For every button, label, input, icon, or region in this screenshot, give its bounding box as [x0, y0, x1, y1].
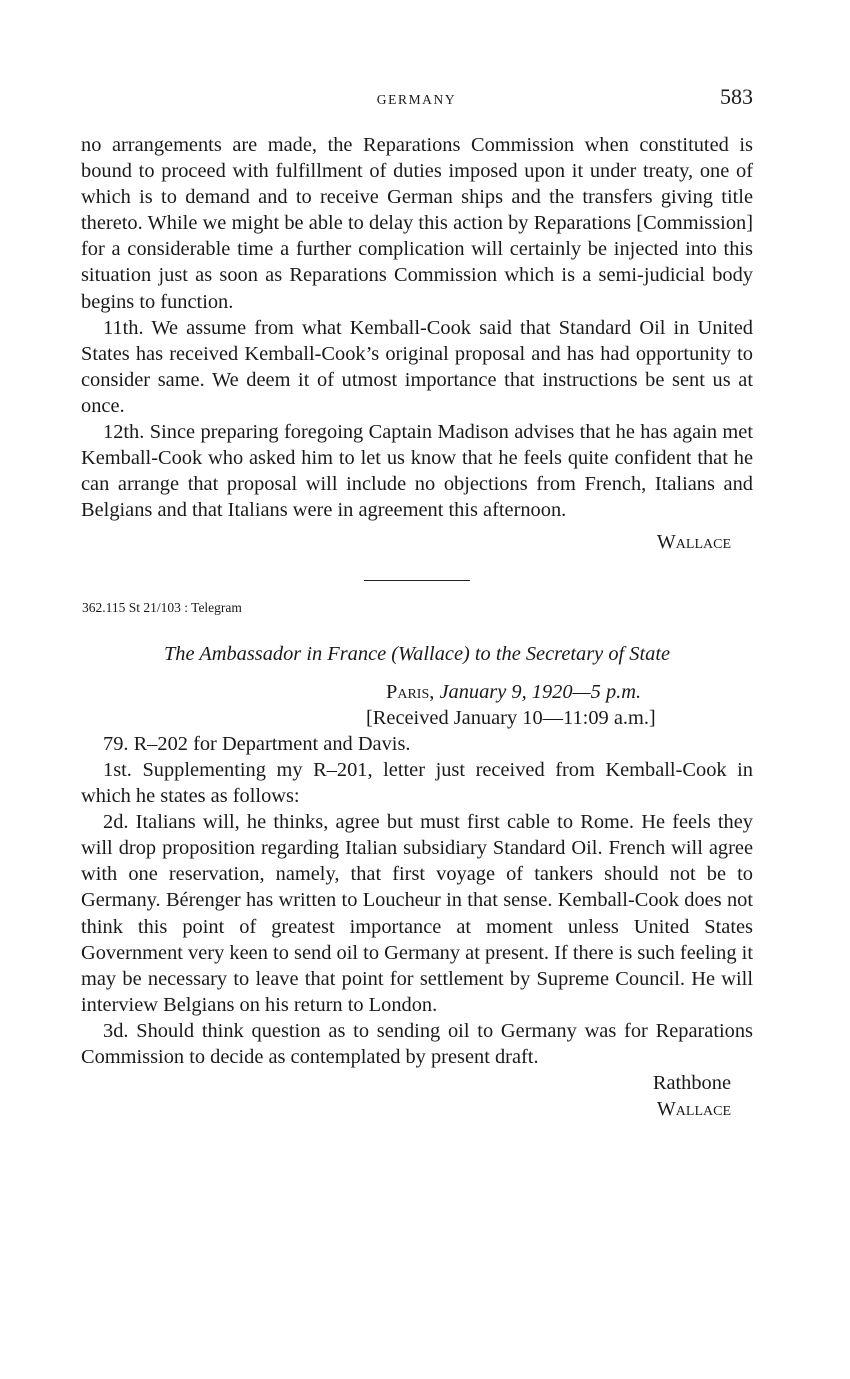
dateline-date: January 9, 1920—5 p.m.: [439, 680, 642, 703]
signature-wallace: Wallace: [656, 531, 731, 554]
paragraph-3d: 3d. Should think question as to sending oil to Germany was for Reparations Commission to decide as contemplated by present draft.: [81, 1019, 753, 1068]
signature-rathbone: Rathbone: [652, 1072, 731, 1095]
paragraph-1st: 1st. Supplementing my R–201, letter just received from Kemball-Cook in which he states as follows:: [81, 758, 753, 808]
document-title: The Ambassador in France (Wallace) to the Secretary of State: [163, 642, 671, 665]
page-number: 583: [720, 84, 753, 109]
paragraph-12th: 12th. Since preparing foregoing Captain Madison advises that he has again met Kemball-Cook who asked him to let us know that he feels quite confident that he can arrange that proposal will include no objections from French, Italians and Belgians and that Italians were in agreement this afternoon.: [81, 421, 753, 522]
dateline: [386, 679, 753, 705]
section-divider: [364, 580, 470, 581]
paragraph-continuation: no arrangements are made, the Reparations Commission when constituted is bound to proceed with fulfillment of duties imposed upon it under treaty, one of which is to demand and to receive German ships and the transfers giving title thereto. While we might be able to delay this action by Reparations [Commission] for a considerable time a further complication will certainly be injected into this situation just as soon as Reparations Commission which is a semi-judicial body begins to function.: [81, 134, 753, 313]
signature-wallace-2: Wallace: [656, 1098, 731, 1121]
dateline-place: Paris,: [386, 680, 435, 703]
paragraph-11th: 11th. We assume from what Kemball-Cook said that Standard Oil in United States has received Kemball-Cook’s original proposal and has had opportunity to consider same. We deem it of utmost importance that instructions be sent us at once.: [81, 316, 753, 417]
page-header: [80, 84, 753, 118]
page-body: [81, 132, 753, 1122]
paragraph-2d: 2d. Italians will, he thinks, agree but must first cable to Rome. He feels they will drop proposition regarding Italian subsidiary Standard Oil. French will agree with one reservation, namely, that first voyage of tankers should not be to Germany. Bérenger has written to Loucheur in that sense. Kemball-Cook does not think this point of greatest importance at moment unless United States Government very keen to send oil to Germany at present. If there is such feeling it may be necessary to leave that point for settlement by Supreme Council. He will interview Belgians on his return to London.: [81, 811, 753, 1016]
paragraph-79: 79. R–202 for Department and Davis.: [103, 732, 411, 755]
file-reference: 362.115 St 21/103 : Telegram: [82, 599, 242, 615]
received-line: [Received January 10—11:09 a.m.]: [366, 706, 656, 729]
running-head: GERMANY: [376, 92, 457, 107]
